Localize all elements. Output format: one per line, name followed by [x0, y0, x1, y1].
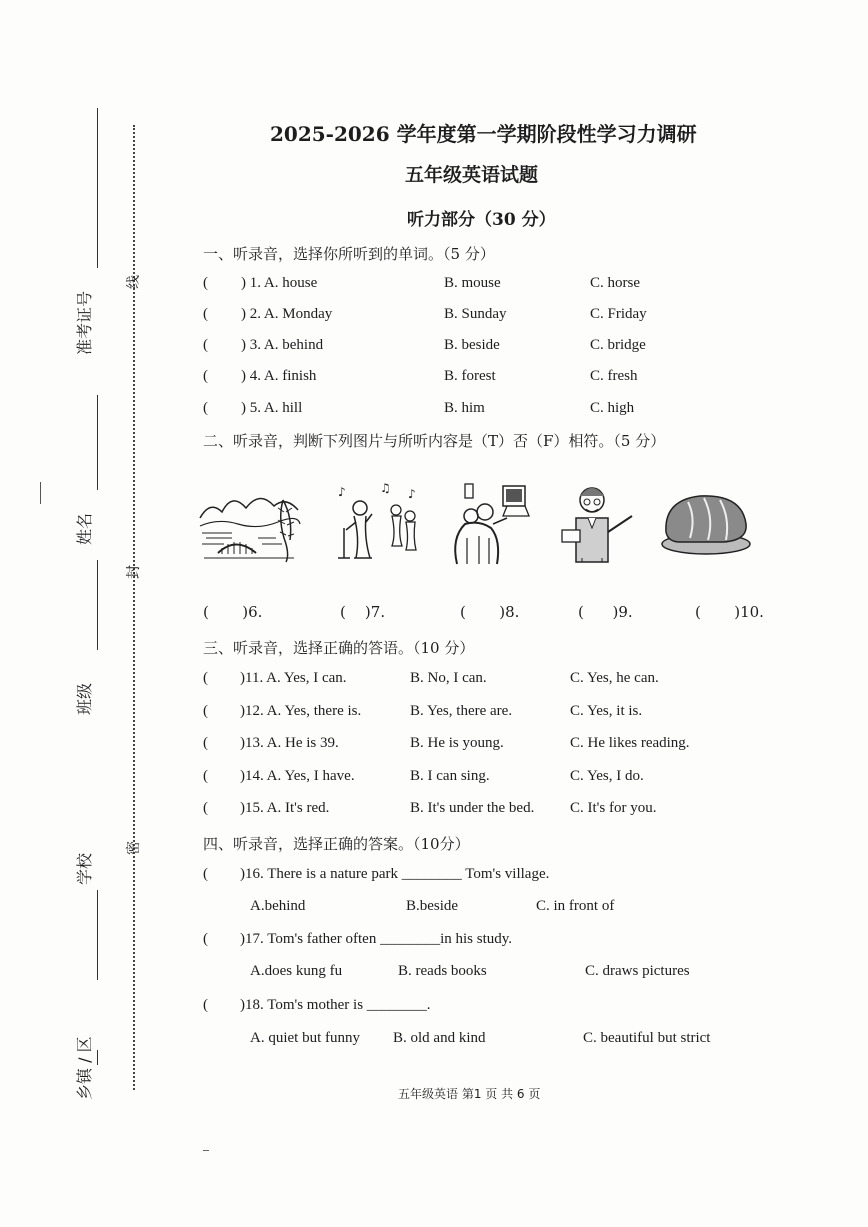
town-line — [97, 1050, 98, 1065]
exam-no-label: 准考证号 — [75, 290, 94, 355]
section4-heading: 四、听录音，选择正确的答案。（10分） — [203, 835, 470, 853]
svg-text:♪: ♪ — [338, 485, 346, 499]
teacher-picture — [558, 478, 638, 566]
option-a: A.behind — [250, 898, 306, 914]
binding-dotted-line — [133, 125, 135, 1090]
question-row — [203, 735, 803, 757]
margin-dash — [40, 482, 41, 504]
picture-answer-label: ( )6. — [203, 603, 263, 621]
answer-paren: ( — [203, 368, 208, 384]
line-mark: 线 — [126, 275, 142, 289]
question-row — [203, 866, 803, 888]
option-b: B. mouse — [444, 275, 501, 291]
school-label: 学校 — [75, 852, 94, 885]
landscape-picture — [198, 478, 303, 563]
question-text: )18. Tom's mother is ________. — [240, 997, 431, 1013]
bottom-mark — [203, 1150, 209, 1151]
picture-answer-label: ( )8. — [460, 603, 520, 621]
option-b: B. Yes, there are. — [410, 703, 513, 719]
option-c: C. He likes reading. — [570, 735, 690, 751]
answer-paren: ( — [203, 306, 208, 322]
bread-picture — [660, 478, 755, 563]
option-a: A.does kung fu — [250, 963, 343, 979]
answer-paren: ( — [203, 703, 208, 719]
question-option-a: )12. A. Yes, there is. — [240, 703, 362, 719]
answer-paren: ( — [203, 768, 208, 784]
answer-paren: ( — [203, 800, 208, 816]
answer-paren: ( — [203, 735, 208, 751]
school-line — [97, 890, 98, 980]
option-c: C. Friday — [590, 306, 647, 322]
option-c: C. horse — [590, 275, 640, 291]
option-b: B. him — [444, 400, 485, 416]
question-row — [203, 670, 803, 692]
answer-paren: ( — [203, 275, 208, 291]
question-option-a: ) 4. A. finish — [241, 368, 317, 384]
picture-answer-label: ( )10. — [695, 603, 764, 621]
option-b: B. I can sing. — [410, 768, 490, 784]
option-a: A. quiet but funny — [250, 1030, 360, 1046]
question-option-a: )13. A. He is 39. — [240, 735, 339, 751]
question-row — [203, 368, 803, 390]
answer-paren: ( — [203, 670, 208, 686]
question-row — [203, 800, 803, 822]
question-option-a: ) 5. A. hill — [241, 400, 303, 416]
question-option-a: ) 3. A. behind — [241, 337, 324, 353]
question-row — [203, 931, 803, 953]
option-c: C. in front of — [536, 898, 615, 914]
page-title: 2025-2026 学年度第一学期阶段性学习力调研 — [270, 122, 697, 146]
section1-heading: 一、听录音，选择你所听到的单词。（5 分） — [203, 245, 495, 263]
question-text: )16. There is a nature park ________ Tom's village. — [240, 866, 550, 882]
picture-answer-label: ( )7. — [340, 603, 386, 621]
name-line — [97, 395, 98, 490]
option-c: C. beautiful but strict — [583, 1030, 711, 1046]
question-row — [203, 337, 803, 359]
question-row — [203, 306, 803, 328]
option-c: C. It's for you. — [570, 800, 657, 816]
computer-picture — [445, 478, 530, 566]
question-option-a: ) 2. A. Monday — [241, 306, 333, 322]
question-row — [203, 768, 803, 790]
exam-no-line — [97, 108, 98, 268]
question-row — [203, 275, 803, 297]
option-b: B. It's under the bed. — [410, 800, 535, 816]
question-option-a: )14. A. Yes, I have. — [240, 768, 355, 784]
options-row — [203, 1030, 803, 1052]
option-b: B. He is young. — [410, 735, 504, 751]
option-c: C. Yes, I do. — [570, 768, 644, 784]
option-b: B. No, I can. — [410, 670, 487, 686]
picture-answer-label: ( )9. — [578, 603, 633, 621]
question-option-a: )15. A. It's red. — [240, 800, 330, 816]
option-c: C. draws pictures — [585, 963, 690, 979]
svg-text:♫: ♫ — [380, 481, 391, 495]
answer-paren: ( — [203, 337, 208, 353]
section2-heading: 二、听录音，判断下列图片与所听内容是（T）否（F）相符。（5 分） — [203, 432, 666, 450]
options-row — [203, 963, 803, 985]
svg-text:♪: ♪ — [408, 487, 416, 501]
option-b: B. reads books — [398, 963, 487, 979]
singing-picture — [330, 478, 425, 563]
section3-heading: 三、听录音，选择正确的答语。（10 分） — [203, 639, 475, 657]
question-row — [203, 997, 803, 1019]
question-option-a: ) 1. A. house — [241, 275, 318, 291]
answer-paren: ( — [203, 997, 208, 1013]
seal-mark: 封 — [126, 565, 142, 579]
answer-paren: ( — [203, 400, 208, 416]
option-b: B. old and kind — [393, 1030, 486, 1046]
option-c: C. bridge — [590, 337, 646, 353]
option-b: B. Sunday — [444, 306, 507, 322]
town-label: 乡镇 / 区 — [75, 1036, 94, 1100]
class-line — [97, 560, 98, 650]
secret-mark: 密 — [126, 841, 142, 855]
option-c: C. high — [590, 400, 635, 416]
option-c: C. Yes, it is. — [570, 703, 643, 719]
question-text: )17. Tom's father often ________in his study. — [240, 931, 513, 947]
question-option-a: )11. A. Yes, I can. — [240, 670, 347, 686]
class-label: 班级 — [75, 682, 94, 715]
options-row — [203, 898, 803, 920]
name-label: 姓名 — [75, 512, 94, 545]
option-b: B.beside — [406, 898, 459, 914]
option-b: B. beside — [444, 337, 500, 353]
option-c: C. fresh — [590, 368, 638, 384]
page-footer: 五年级英语 第1 页 共 6 页 — [398, 1087, 541, 1101]
answer-paren: ( — [203, 931, 208, 947]
question-row — [203, 703, 803, 725]
answer-paren: ( — [203, 866, 208, 882]
option-b: B. forest — [444, 368, 496, 384]
question-row — [203, 400, 803, 422]
option-c: C. Yes, he can. — [570, 670, 659, 686]
page-subtitle: 五年级英语试题 — [405, 164, 539, 186]
part-title: 听力部分（30 分） — [407, 210, 556, 230]
